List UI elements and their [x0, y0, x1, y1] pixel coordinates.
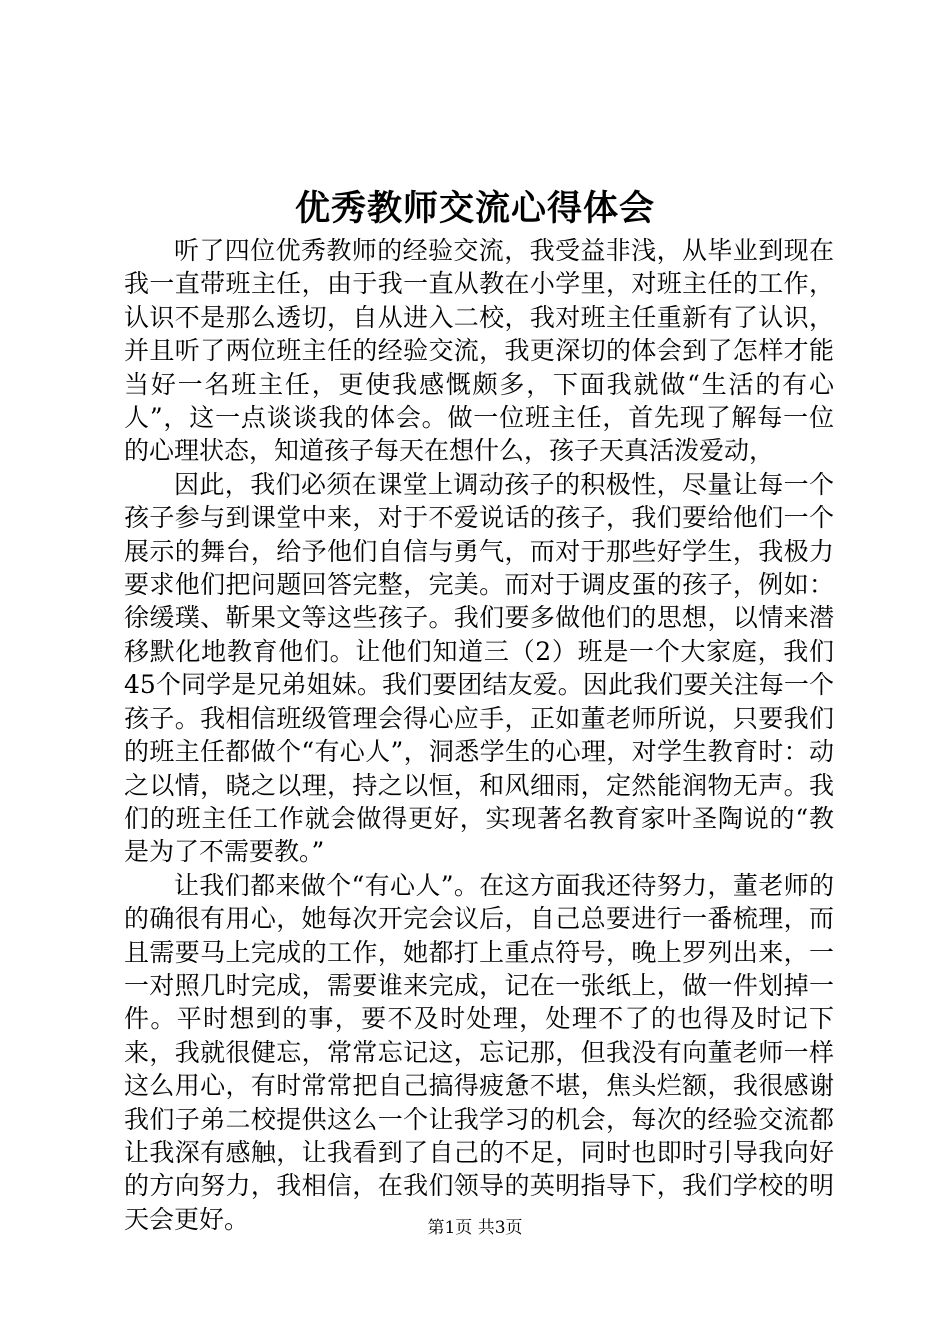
paragraph-2: 因此，我们必须在课堂上调动孩子的积极性，尽量让每一个孩子参与到课堂中来，对于不爱说话的孩子，我们要给他们一个展示的舞台，给予他们自信与勇气，而对于那些好学生，我极力要求他们把问题回答完整，完美。而对于调皮蛋的孩子，例如：徐缓璞、靳果文等这些孩子。我们要多做他们的思想，以情来潜移默化地教育他们。让他们知道三（2）班是一个大家庭，我们45个同学是兄弟姐妹。我们要团结友爱。因此我们要关注每一个孩子。我相信班级管理会得心应手，正如董老师所说，只要我们的班主任都做个“有心人”，洞悉学生的心理，对学生教育时：动之以情，晓之以理，持之以恒，和风细雨，定然能润物无声。我们的班主任工作就会做得更好，实现著名教育家叶圣陶说的“教是为了不需要教。”	[124, 469, 834, 867]
paragraph-1: 听了四位优秀教师的经验交流，我受益非浅，从毕业到现在我一直带班主任，由于我一直从教在小学里，对班主任的工作，认识不是那么透切，自从进入二校，我对班主任重新有了认识，并且听了两位班主任的经验交流，我更深切的体会到了怎样才能当好一名班主任，更使我感慨颇多，下面我就做“生活的有心人”，这一点谈谈我的体会。做一位班主任，首先现了解每一位的心理状态，知道孩子每天在想什么，孩子天真活泼爱动，	[124, 236, 834, 466]
document-body	[124, 234, 834, 1236]
document-title: 优秀教师交流心得体会	[294, 188, 655, 229]
paragraph-3: 让我们都来做个“有心人”。在这方面我还待努力，董老师的的确很有用心，她每次开完会议后，自己总要进行一番梳理，而且需要马上完成的工作，她都打上重点符号，晚上罗列出来，一一对照几时完成，需要谁来完成，记在一张纸上，做一件划掉一件。平时想到的事，要不及时处理，处理不了的也得及时记下来，我就很健忘，常常忘记这，忘记那，但我没有向董老师一样这么用心，有时常常把自己搞得疲惫不堪，焦头烂额，我很感谢我们子弟二校提供这么一个让我学习的机会，每次的经验交流都让我深有感触，让我看到了自己的不足，同时也即时引导我向好的方向努力，我相信，在我们领导的英明指导下，我们学校的明天会更好。	[124, 870, 834, 1234]
page-number-footer: 第1页 共3页	[427, 1218, 523, 1238]
